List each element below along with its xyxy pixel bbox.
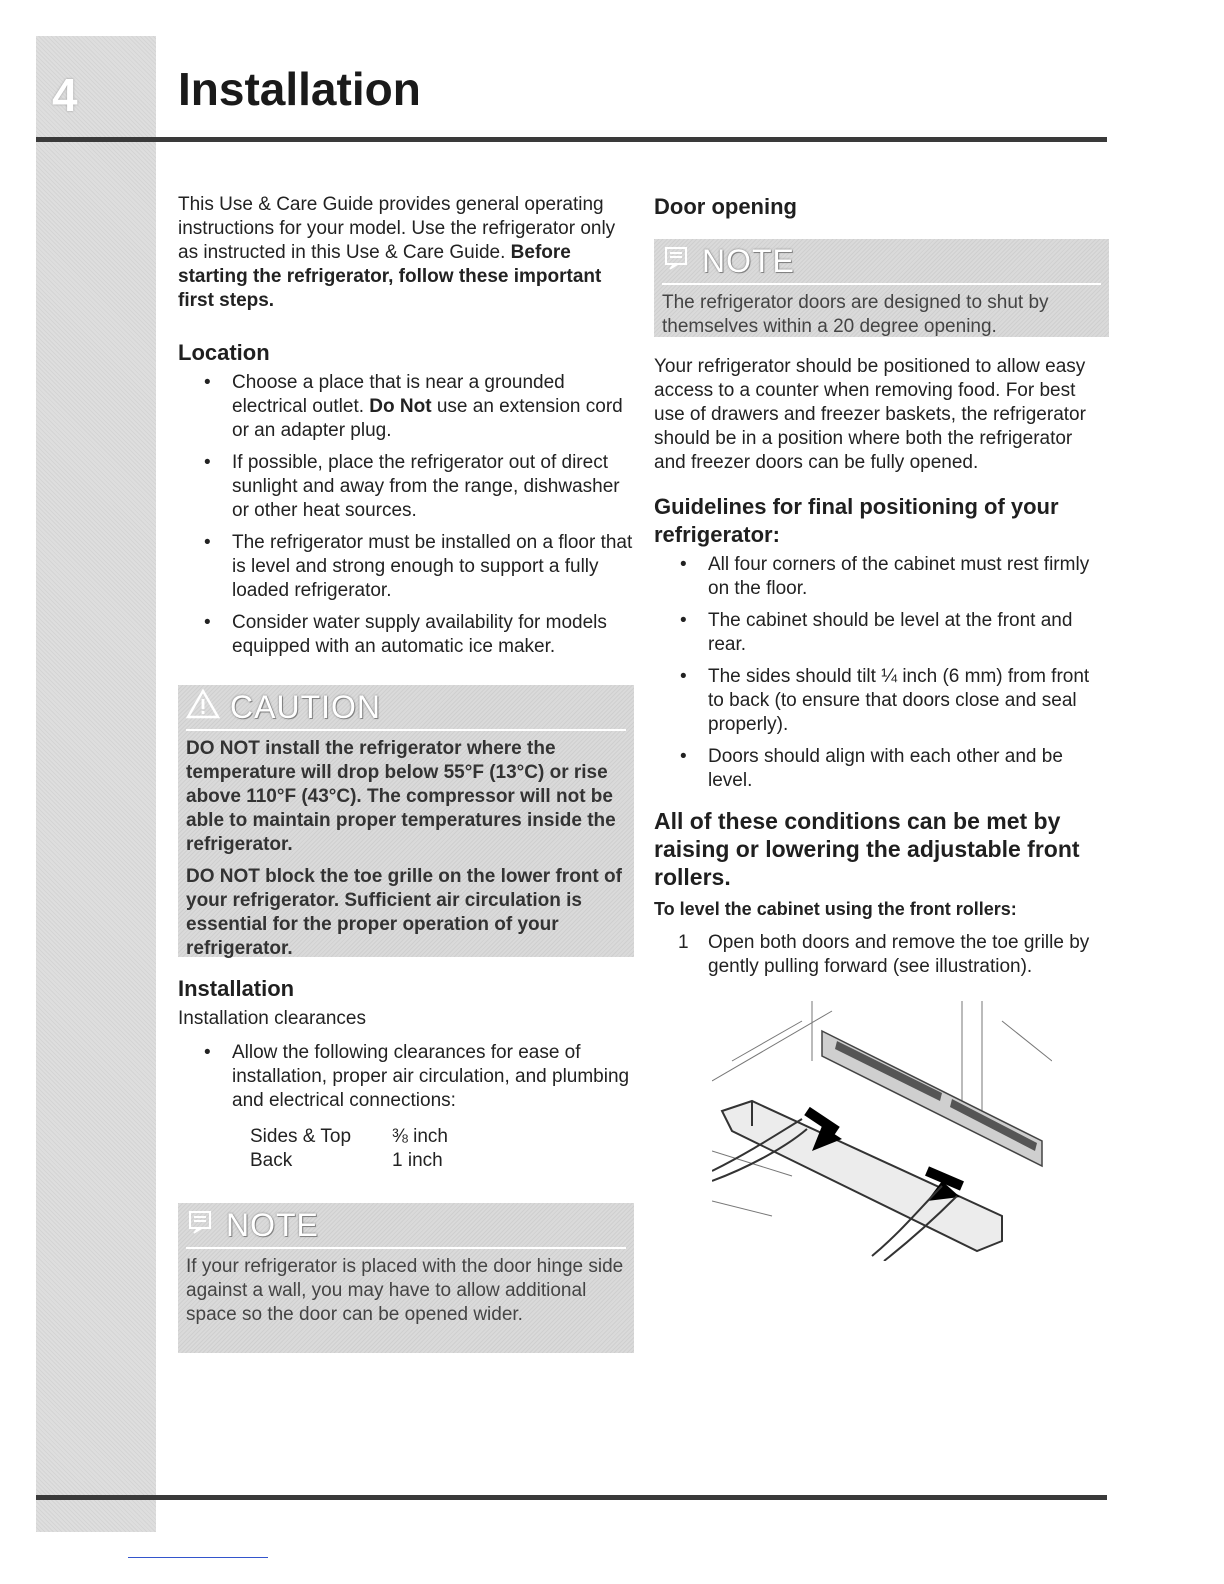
note-body: The refrigerator doors are designed to shut by themselves within a 20 degree opening. <box>662 292 1049 337</box>
list-item: • The cabinet should be level at the front and rear. <box>708 609 1109 657</box>
location-bullet-1-bold: Do Not <box>369 396 432 417</box>
warning-triangle-icon <box>186 689 220 726</box>
table-row <box>250 1149 448 1173</box>
note-title: NOTE <box>702 243 795 279</box>
list-item: • The sides should tilt ¼ inch (6 mm) from front to back (to ensure that doors close and seal properly). <box>708 665 1109 737</box>
location-bullet-1-tail: use an extension cord or an adapter plug. <box>232 396 623 441</box>
installation-subheading: Installation clearances <box>178 1008 366 1029</box>
caution-title: CAUTION <box>230 689 381 725</box>
clearance-label: Sides & Top <box>250 1126 352 1147</box>
guidelines-heading: Guidelines for final positioning of your refrigerator: <box>654 494 1059 547</box>
note-header <box>662 239 1101 285</box>
door-paragraph: Your refrigerator should be positioned to allow easy access to a counter when removing food. For best use of drawers and freezer baskets, the refrigerator should be in a position where both the refrigerator and freezer doors can be fully opened. <box>654 356 1086 473</box>
note-icon <box>662 245 692 278</box>
intro-text: This Use & Care Guide provides general operating instructions for your model. Use the refrigerator only as instructed in this Use & Care Guide. <box>178 194 616 263</box>
clearance-value: ⅜ inch <box>392 1126 448 1147</box>
list-item: • The refrigerator must be installed on a floor that is level and strong enough to support a fully loaded refrigerator. <box>232 531 634 603</box>
caution-body <box>186 737 626 961</box>
note-icon <box>186 1209 216 1242</box>
caution-paragraph-2: DO NOT block the toe grille on the lower front of your refrigerator. Sufficient air circulation is essential for the proper operation of your refrigerator. <box>186 866 622 959</box>
steps-list <box>654 931 1109 979</box>
bottom-rule <box>36 1495 1107 1500</box>
caution-box <box>178 685 634 957</box>
location-heading: Location <box>178 340 270 365</box>
list-item <box>232 371 634 443</box>
table-row <box>250 1125 448 1149</box>
top-rule <box>36 137 1107 142</box>
note-header <box>186 1203 626 1249</box>
step-text: Open both doors and remove the toe grille by gently pulling forward (see illustration). <box>708 932 1090 977</box>
caution-header <box>186 685 626 731</box>
list-item: • If possible, place the refrigerator out of direct sunlight and away from the range, dishwasher or other heat sources. <box>232 451 634 523</box>
intro-paragraph <box>178 193 634 313</box>
toe-grille-illustration <box>712 1001 1052 1261</box>
step-number: 1 <box>678 932 689 953</box>
clearances-table <box>250 1125 448 1173</box>
right-column <box>654 193 1109 1261</box>
list-item <box>678 931 1109 979</box>
guidelines-list <box>654 553 1109 793</box>
list-item: • Consider water supply availability for models equipped with an automatic ice maker. <box>232 611 634 659</box>
intro-bold-text: Before starting the refrigerator, follow these important first steps. <box>178 242 602 311</box>
list-item: • Doors should align with each other and be level. <box>708 745 1109 793</box>
note-body: If your refrigerator is placed with the door hinge side against a wall, you may have to allow additional space so the door can be opened wider. <box>186 1256 624 1325</box>
footer-underline <box>128 1557 268 1558</box>
installation-heading: Installation <box>178 976 295 1001</box>
chapter-sidebar <box>36 36 156 1532</box>
clearance-label: Back <box>250 1150 293 1171</box>
door-note-box <box>654 239 1109 337</box>
list-item: • All four corners of the cabinet must rest firmly on the floor. <box>708 553 1109 601</box>
note-title: NOTE <box>226 1207 319 1243</box>
left-column <box>178 193 634 1353</box>
list-item: • Allow the following clearances for ease of installation, proper air circulation, and plumbing and electrical connections: <box>232 1041 634 1113</box>
caution-paragraph-1: DO NOT install the refrigerator where the temperature will drop below 55°F (13°C) or rise above 110°F (43°C). The compressor will not be able to maintain proper temperatures inside the refrigerator. <box>186 738 616 855</box>
clearance-value: 1 inch <box>392 1150 443 1171</box>
conditions-heading: All of these conditions can be met by raising or lowering the adjustable front rollers. <box>654 808 1080 890</box>
installation-list <box>178 1041 634 1113</box>
level-subheading: To level the cabinet using the front rollers: <box>654 899 1017 919</box>
hinge-note-box <box>178 1203 634 1353</box>
door-opening-heading: Door opening <box>654 194 797 219</box>
page-title: Installation <box>178 63 421 115</box>
chapter-number: 4 <box>52 69 78 121</box>
location-bullet-1-text: Choose a place that is near a grounded electrical outlet. <box>232 372 565 417</box>
location-list <box>178 371 634 659</box>
